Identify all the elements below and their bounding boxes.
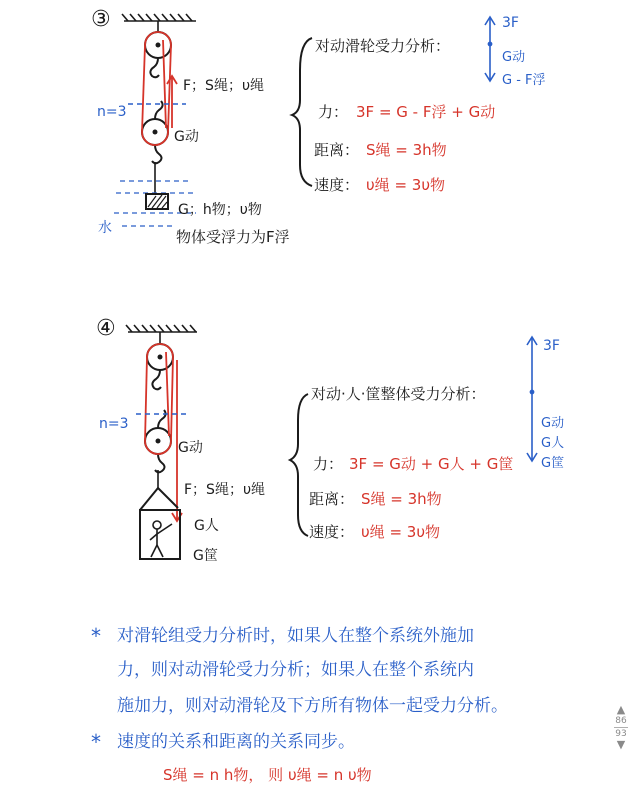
current-page: 86 (615, 716, 627, 726)
total-pages: 93 (615, 729, 627, 739)
arrow-down-label-4b: G人 (541, 436, 565, 451)
note-formula: S绳 = n h物， 则 υ绳 = n υ物 (163, 766, 372, 784)
ceiling-4 (126, 325, 197, 344)
note-2-star: * (91, 730, 101, 754)
distance-eq-4: S绳 = 3h物 (361, 490, 442, 508)
n-label-4: n=3 (99, 416, 129, 432)
note-1-star: * (91, 624, 101, 648)
distance-label-3: 距离： (314, 141, 360, 159)
note-1-line-3: 施加力，则对动滑轮及下方所有物体一起受力分析。 (117, 696, 508, 716)
box-label-4: G筐 (193, 548, 218, 564)
analysis-title-4: 对动·人·筐整体受力分析： (311, 385, 486, 403)
arrow-up-label-4: 3F (543, 338, 560, 354)
person-4 (150, 521, 172, 557)
force-eq-3: 3F = G - F浮 + G动 (356, 103, 496, 121)
note-1-line-1: 对滑轮组受力分析时，如果人在整个系统外施加 (117, 626, 474, 646)
buoyancy-note-3: 物体受浮力为F浮 (176, 228, 290, 246)
arrow-up-label-3: 3F (502, 15, 519, 31)
speed-label-3: 速度： (314, 176, 360, 194)
distance-label-4: 距离： (309, 490, 355, 508)
diagram-4 (96, 316, 564, 564)
pulley-label-4: G动 (178, 440, 203, 456)
arrow-down-label-4c: G筐 (541, 456, 565, 471)
force-label-3: 力： (318, 103, 349, 121)
force-label-4: 力： (313, 455, 344, 473)
water-label-3: 水 (98, 220, 112, 236)
analysis-title-3: 对动滑轮受力分析： (315, 37, 451, 55)
rope-label-4: F；S绳；υ绳 (184, 482, 266, 498)
object-3 (146, 194, 168, 209)
diagram-4-number: ④ (96, 316, 116, 341)
page-divider (614, 727, 628, 728)
page-down-icon[interactable]: ▼ (616, 738, 626, 751)
speed-label-4: 速度： (309, 523, 355, 541)
moving-pulley-3 (142, 101, 168, 194)
diagram-3 (91, 7, 546, 246)
arrow-down-label-3b: G - F浮 (502, 73, 546, 88)
object-label-3: G；h物；υ物 (178, 202, 262, 218)
note-1-line-2: 力，则对动滑轮受力分析；如果人在整个系统内 (117, 660, 474, 680)
distance-eq-3: S绳 = 3h物 (366, 141, 447, 159)
note-2-line-1: 速度的关系和距离的关系同步。 (117, 732, 355, 752)
force-arrows-3 (485, 17, 495, 81)
arrow-down-label-4a: G动 (541, 416, 565, 431)
ceiling-3 (122, 14, 196, 32)
page-indicator (608, 704, 634, 751)
notes (91, 624, 508, 784)
speed-eq-4: υ绳 = 3υ物 (361, 523, 441, 541)
speed-eq-3: υ绳 = 3υ物 (366, 176, 446, 194)
rope-label-3: F；S绳；υ绳 (183, 78, 265, 94)
arrow-down-label-3a: G动 (502, 50, 526, 65)
force-arrows-4 (527, 337, 537, 461)
brace-3 (292, 38, 312, 186)
pulley-label-3: G动 (174, 129, 199, 145)
fixed-pulley-4 (147, 344, 173, 389)
force-eq-4: 3F = G动 + G人 + G筐 (349, 455, 514, 473)
person-label-4: G人 (194, 518, 219, 534)
diagram-3-number: ③ (91, 7, 111, 32)
brace-4 (290, 394, 308, 536)
n-label-3: n=3 (97, 104, 127, 120)
rope-3 (142, 32, 177, 145)
fixed-pulley-3 (145, 32, 171, 77)
page-up-icon[interactable]: ▲ (616, 703, 626, 716)
